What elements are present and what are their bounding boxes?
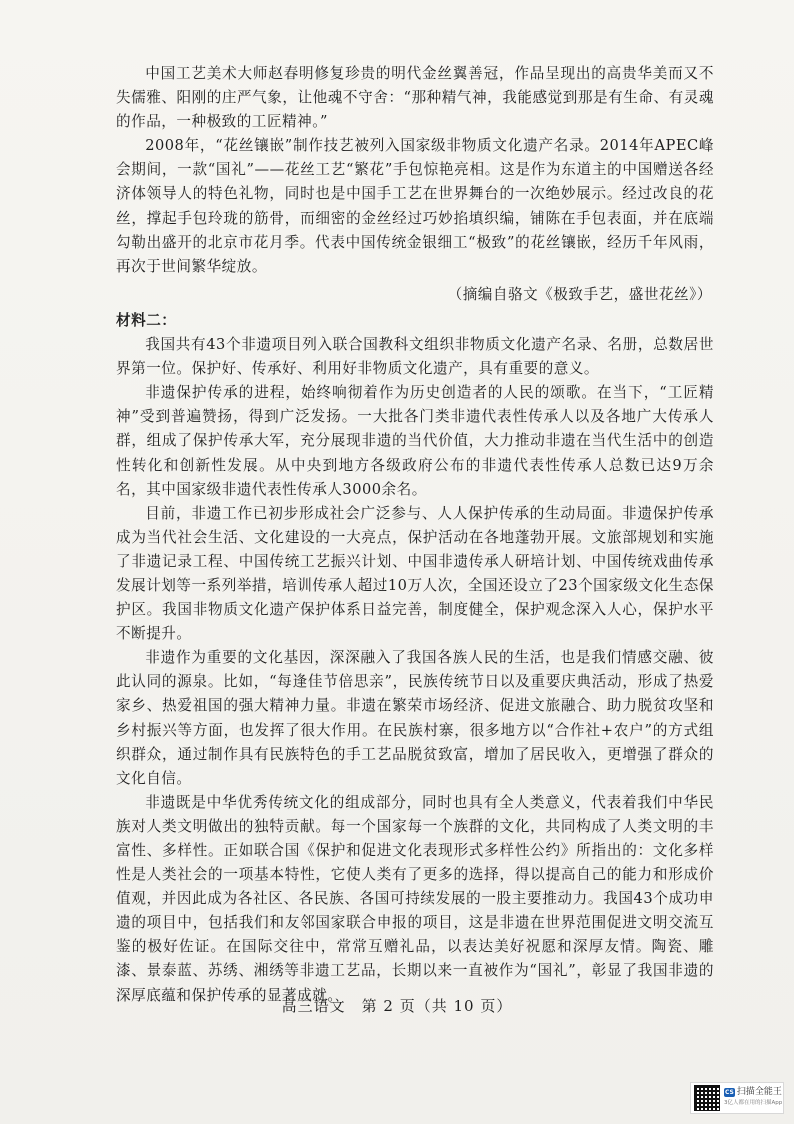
material1-source: （摘编自骆文《极致手艺，盛世花丝》） [447,285,712,303]
camscanner-logo-icon: CS [725,1089,734,1096]
material2-paragraph-2: 非遗保护传承的进程，始终响彻着作为历史创造者的人民的颂歌。在当下，“工匠精神”受到普遍赞扬，得到广泛发扬。一大批各门类非遗代表性传承人以及各地广大传承人群，组成了保护传承大军，充分展现非遗的当代价值，大力推动非遗在当代生活中的创造性转化和创新性发展。从中央到地方各级政府公布的非遗代表性传承人总数已达9万余名，其中国家级非遗代表性传承人3000余名。 [116,384,714,498]
material1-paragraph-1: 中国工艺美术大师赵春明修复珍贵的明代金丝翼善冠，作品呈现出的高贵华美而又不失儒雅、阳刚的庄严气象，让他魂不守舍：“那种精气神，我能感觉到那是有生命、有灵魂的作品，一种极致的工匠精神。” [116,65,714,131]
material2-paragraph-4: 非遗作为重要的文化基因，深深融入了我国各族人民的生活，也是我们情感交融、彼此认同的源泉。比如，“每逢佳节倍思亲”，民族传统节日以及重要庆典活动，形成了热爱家乡、热爱祖国的强大精神力量。非遗在繁荣市场经济、促进文旅融合、助力脱贫攻坚和乡村振兴等方面，也发挥了很大作用。在民族村寨，很多地方以“合作社+农户”的方式组织群众，通过制作具有民族特色的手工艺品脱贫致富，增加了居民收入，更增强了群众的文化自信。 [116,649,714,787]
page-footer: 高三语文 第 2 页（共 10 页） [281,997,513,1015]
badge-brand: 扫描全能王 [736,1087,782,1097]
material2-label: 材料二： [116,311,177,329]
material2-paragraph-3: 目前，非遗工作已初步形成社会广泛参与、人人保护传承的生动局面。非遗保护传承成为当代社会生活、文化建设的一大亮点，保护活动在各地蓬勃开展。文旅部规划和实施了非遗记录工程、中国传统工艺振兴计划、中国非遗传承人研培计划、中国传统戏曲传承发展计划等一系列举措，培训传承人超过10万人次，全国还设立了23个国家级文化生态保护区。我国非物质文化遗产保护体系日益完善，制度健全，保护观念深入人心，保护水平不断提升。 [116,504,714,643]
scanner-watermark-badge [690,1082,784,1114]
badge-subtitle: 3亿人都在用的扫描App [724,1100,783,1106]
badge-brand-row [724,1087,782,1098]
badge-text [724,1087,782,1109]
qr-code-icon [694,1085,720,1111]
material2-paragraph-5: 非遗既是中华优秀传统文化的组成部分，同时也具有全人类意义，代表着我们中华民族对人类文明做出的独特贡献。每一个国家每一个族群的文化，共同构成了人类文明的丰富性、多样性。正如联合国《保护和促进文化表现形式多样性公约》所指出的：文化多样性是人类社会的一项基本特性，它使人类有了更多的选择，得以提高自己的能力和形成价值观，并因此成为各社区、各民族、各国可持续发展的一股主要推动力。我国43个成功申遗的项目中，包括我们和友邻国家联合申报的项目，这是非遗在世界范围促进文明交流互鉴的极好佐证。在国际交往中，常常互赠礼品，以表达美好祝愿和深厚友情。陶瓷、雕漆、景泰蓝、苏绣、湘绣等非遗工艺品，长期以来一直被作为“国礼”，彰显了我国非遗的深厚底蕴和保护传承的显著成就。 [116,793,714,1004]
material2-paragraph-1: 我国共有43个非遗项目列入联合国教科文组织非物质文化遗产名录、名册，总数居世界第一位。保护好、传承好、利用好非物质文化遗产，具有重要的意义。 [116,336,714,378]
material1-paragraph-2: 2008年，“花丝镶嵌”制作技艺被列入国家级非物质文化遗产名录。2014年APEC峰会期间，一款“国礼”——花丝工艺“繁花”手包惊艳亮相。这是作为东道主的中国赠送各经济体领导人的特色礼物，同时也是中国手工艺在世界舞台的一次绝妙展示。经过改良的花丝，撑起手包玲珑的筋骨，而细密的金丝经过巧妙掐填织编，铺陈在手包表面，并在底端勾勒出盛开的北京市花月季。代表中国传统金银细工“极致”的花丝镶嵌，经历千年风雨，再次于世间繁华绽放。 [116,137,714,275]
article-body [116,62,714,1008]
